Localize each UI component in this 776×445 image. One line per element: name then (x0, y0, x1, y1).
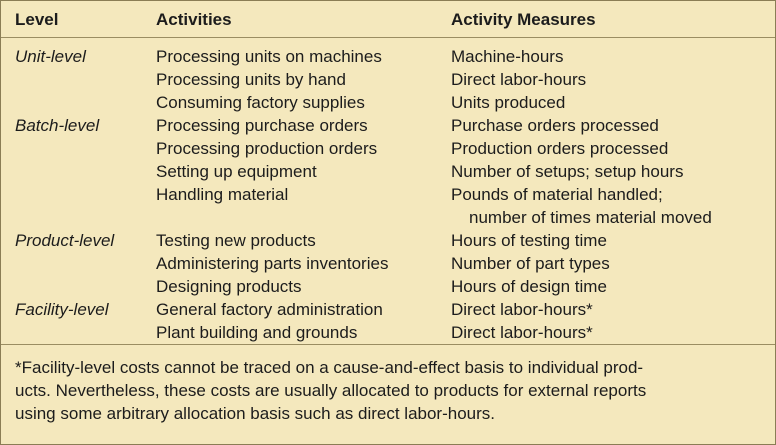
table-row (1, 91, 775, 114)
table-row (1, 229, 775, 252)
row-activity: Consuming factory supplies (156, 93, 365, 112)
row-level: Unit-level (15, 47, 86, 66)
row-measure: Machine-hours (451, 47, 564, 66)
row-activity: Processing units by hand (156, 70, 346, 89)
table-row (1, 160, 775, 183)
row-activity: Testing new products (156, 231, 316, 250)
table-row (1, 321, 775, 344)
row-level: Product-level (15, 231, 115, 250)
row-activity: Handling material (156, 185, 289, 204)
row-activity: Processing production orders (156, 139, 378, 158)
row-activity: Setting up equipment (156, 162, 317, 181)
row-measure-continued: number of times material moved (469, 208, 712, 227)
row-measure: Direct labor-hours (451, 70, 587, 89)
table-header (1, 1, 775, 38)
row-measure: Pounds of material handled; (451, 185, 663, 204)
row-activity: Plant building and grounds (156, 323, 358, 342)
table-row (1, 137, 775, 160)
header-activity-measures: Activity Measures (451, 10, 596, 29)
row-level: Facility-level (15, 300, 109, 319)
row-measure: Hours of design time (451, 277, 607, 296)
table-row (1, 275, 775, 298)
footnote (15, 356, 765, 425)
row-measure: Production orders processed (451, 139, 669, 158)
footnote-line: using some arbitrary allocation basis such as direct labor-hours. (15, 404, 496, 423)
row-measure: Direct labor-hours* (451, 323, 593, 342)
row-activity: Processing purchase orders (156, 116, 368, 135)
table-row (1, 252, 775, 275)
header-activities: Activities (156, 10, 232, 29)
row-activity: Administering parts inventories (156, 254, 389, 273)
table-row (1, 183, 775, 206)
footnote-line: *Facility-level costs cannot be traced on a cause-and-effect basis to individual prod- (15, 358, 644, 377)
table-row (1, 114, 775, 137)
row-activity: Designing products (156, 277, 302, 296)
row-measure: Purchase orders processed (451, 116, 659, 135)
row-level: Batch-level (15, 116, 100, 135)
row-measure: Number of part types (451, 254, 610, 273)
table-row (1, 206, 775, 229)
table-row (1, 298, 775, 321)
footnote-divider (1, 344, 775, 345)
footnote-line: ucts. Nevertheless, these costs are usually allocated to products for external reports (15, 381, 647, 400)
row-measure: Direct labor-hours* (451, 300, 593, 319)
row-activity: General factory administration (156, 300, 383, 319)
table-row (1, 45, 775, 68)
header-level: Level (15, 10, 59, 29)
table-row (1, 68, 775, 91)
row-activity: Processing units on machines (156, 47, 382, 66)
table-body (1, 45, 775, 344)
row-measure: Number of setups; setup hours (451, 162, 684, 181)
row-measure: Units produced (451, 93, 566, 112)
row-measure: Hours of testing time (451, 231, 607, 250)
